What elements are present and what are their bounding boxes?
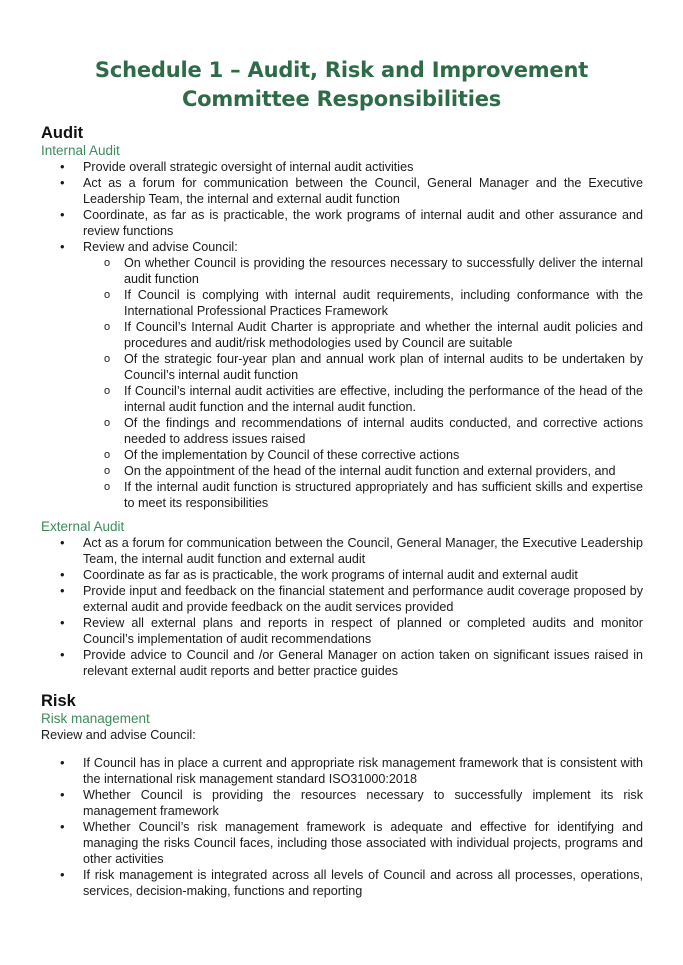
bullet-icon: • bbox=[60, 615, 65, 630]
list-item-text: Coordinate as far as is practicable, the work programs of internal audit and external audit bbox=[83, 568, 578, 582]
risk-management-list bbox=[41, 755, 643, 899]
list-item bbox=[41, 755, 643, 787]
sub-list-item-text: Of the findings and recommendations of internal audits conducted, and corrective actions needed to address issues raised bbox=[124, 416, 643, 446]
page-title: Schedule 1 – Audit, Risk and Improvement Committee Responsibilities bbox=[94, 58, 589, 111]
list-item bbox=[41, 239, 643, 511]
review-advise-sublist bbox=[83, 255, 643, 511]
subsection-heading-external-audit: External Audit bbox=[41, 519, 125, 534]
bullet-icon: • bbox=[60, 755, 65, 770]
bullet-icon: • bbox=[60, 867, 65, 882]
bullet-icon: • bbox=[60, 647, 65, 662]
section-heading-audit: Audit bbox=[41, 124, 84, 142]
list-item-text: If Council has in place a current and appropriate risk management framework that is consistent with the international risk management standard ISO31000:2018 bbox=[83, 756, 643, 786]
sub-bullet-icon: o bbox=[104, 465, 111, 477]
bullet-icon: • bbox=[60, 583, 65, 598]
sub-list-item bbox=[83, 415, 643, 447]
list-item-text: If risk management is integrated across all levels of Council and across all processes, operations, services, decision-making, functions and reporting bbox=[83, 868, 643, 898]
sub-list-item bbox=[83, 447, 643, 463]
document-body bbox=[41, 123, 643, 899]
list-item-text: Provide overall strategic oversight of internal audit activities bbox=[83, 160, 414, 174]
sub-bullet-icon: o bbox=[104, 481, 111, 493]
list-item bbox=[41, 583, 643, 615]
bullet-icon: • bbox=[60, 567, 65, 582]
list-item-text: Coordinate, as far as is practicable, the work programs of internal audit and other assurance and review functions bbox=[83, 208, 643, 238]
bullet-icon: • bbox=[60, 819, 65, 834]
sub-list-item-text: If Council’s Internal Audit Charter is appropriate and whether the internal audit policies and procedures and audit/risk methodologies used by Council are suitable bbox=[124, 320, 643, 350]
sub-list-item-text: If the internal audit function is structured appropriately and has sufficient skills and expertise to meet its responsibilities bbox=[124, 480, 643, 510]
sub-list-item-text: On whether Council is providing the resources necessary to successfully deliver the internal audit function bbox=[124, 256, 643, 286]
external-audit-list bbox=[41, 535, 643, 679]
bullet-icon: • bbox=[60, 175, 65, 190]
list-item-text: Provide advice to Council and /or General Manager on action taken on significant issues raised in relevant external audit reports and better practice guides bbox=[83, 648, 643, 678]
bullet-icon: • bbox=[60, 787, 65, 802]
sub-bullet-icon: o bbox=[104, 289, 111, 301]
subsection-heading-internal-audit: Internal Audit bbox=[41, 143, 120, 158]
list-item-text: Provide input and feedback on the financial statement and performance audit coverage proposed by external audit and provide feedback on the audit services provided bbox=[83, 584, 643, 614]
section-heading-risk: Risk bbox=[41, 692, 76, 710]
sub-list-item bbox=[83, 287, 643, 319]
list-item bbox=[41, 819, 643, 867]
sub-list-item bbox=[83, 463, 643, 479]
list-item bbox=[41, 175, 643, 207]
sub-list-item-text: Of the implementation by Council of these corrective actions bbox=[124, 448, 460, 462]
subsection-heading-risk-management: Risk management bbox=[41, 711, 150, 726]
sub-bullet-icon: o bbox=[104, 321, 111, 333]
list-item bbox=[41, 159, 643, 175]
sub-bullet-icon: o bbox=[104, 385, 111, 397]
sub-list-item-text: If Council’s internal audit activities are effective, including the performance of the head of the internal audit function and the internal audit function. bbox=[124, 384, 643, 414]
list-item-text: Whether Council is providing the resources necessary to successfully implement its risk management framework bbox=[83, 788, 643, 818]
list-item bbox=[41, 867, 643, 899]
list-item bbox=[41, 535, 643, 567]
bullet-icon: • bbox=[60, 239, 65, 254]
sub-bullet-icon: o bbox=[104, 449, 111, 461]
list-item bbox=[41, 567, 643, 583]
sub-list-item-text: On the appointment of the head of the internal audit function and external providers, and bbox=[124, 464, 616, 478]
sub-list-item bbox=[83, 383, 643, 415]
sub-list-item bbox=[83, 351, 643, 383]
list-item bbox=[41, 787, 643, 819]
list-item-text: Review and advise Council: bbox=[83, 240, 238, 254]
list-item-text: Act as a forum for communication between the Council, General Manager and the Executive Leadership Team, the internal and external audit function bbox=[83, 176, 643, 206]
sub-list-item-text: Of the strategic four-year plan and annual work plan of internal audits to be undertaken by Council’s internal audit function bbox=[124, 352, 643, 382]
sub-bullet-icon: o bbox=[104, 353, 111, 365]
bullet-icon: • bbox=[60, 159, 65, 174]
sub-list-item bbox=[83, 255, 643, 287]
list-item-text: Review all external plans and reports in respect of planned or completed audits and monitor Council’s implementation of audit recommendations bbox=[83, 616, 643, 646]
list-item bbox=[41, 207, 643, 239]
list-item bbox=[41, 647, 643, 679]
internal-audit-list bbox=[41, 159, 643, 511]
risk-intro-text: Review and advise Council: bbox=[41, 728, 196, 742]
sub-bullet-icon: o bbox=[104, 257, 111, 269]
sub-bullet-icon: o bbox=[104, 417, 111, 429]
sub-list-item bbox=[83, 479, 643, 511]
sub-list-item-text: If Council is complying with internal audit requirements, including conformance with the International Professional Practices Framework bbox=[124, 288, 643, 318]
bullet-icon: • bbox=[60, 535, 65, 550]
sub-list-item bbox=[83, 319, 643, 351]
list-item bbox=[41, 615, 643, 647]
list-item-text: Act as a forum for communication between the Council, General Manager, the Executive Leadership Team, the internal audit function and external audit bbox=[83, 536, 643, 566]
bullet-icon: • bbox=[60, 207, 65, 222]
list-item-text: Whether Council’s risk management framework is adequate and effective for identifying and managing the risks Council faces, including those associated with individual projects, programs and other activities bbox=[83, 820, 643, 866]
